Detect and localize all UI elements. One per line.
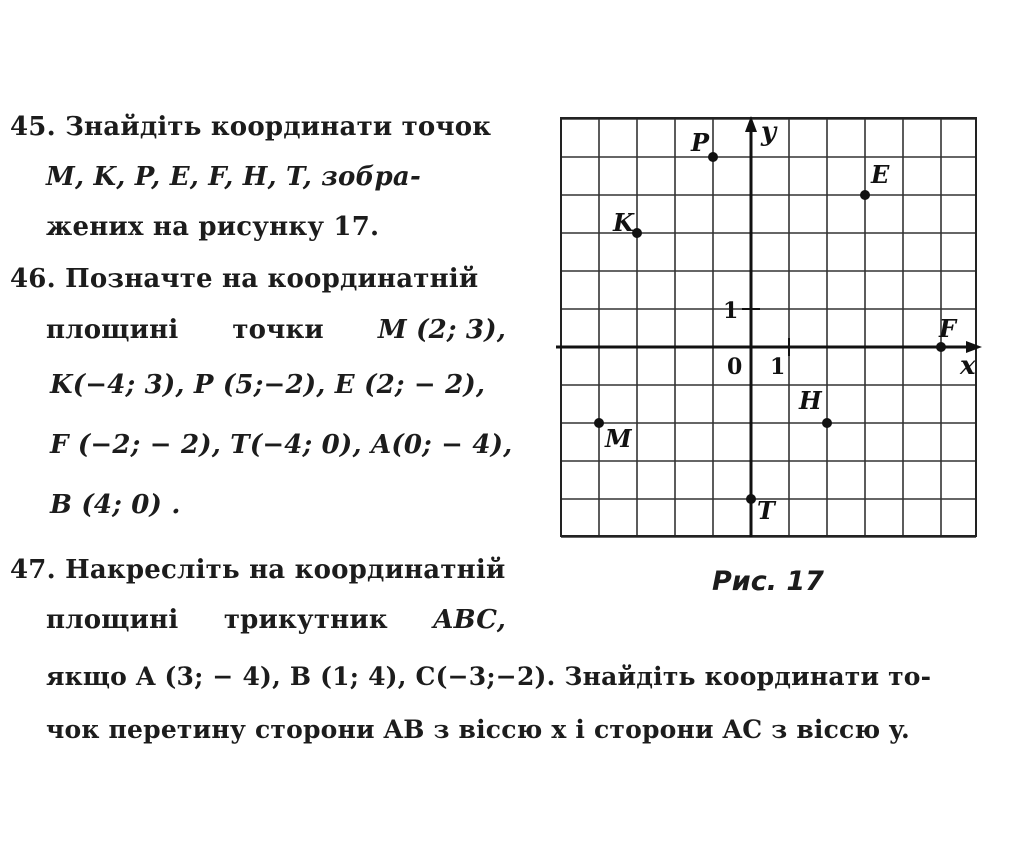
ex47-text-2a: площині [46,605,179,635]
y-unit-label: 1 [723,298,739,324]
coordinate-grid [556,112,988,542]
figure-caption: Рис. 17 [712,566,824,597]
y-axis-label: y [761,117,777,147]
ex46-line1 [10,264,478,294]
point-p [708,152,718,162]
grid-border [561,118,976,536]
point-h [822,418,832,428]
point-label-k: K [613,208,634,237]
ex47-line2 [46,605,506,635]
point-label-p: P [691,128,710,157]
point-label-h: H [799,386,822,415]
point-label-f: F [939,314,957,343]
point-e [860,190,870,200]
origin-label: 0 [727,354,743,380]
ex46-line3: K(−4; 3), P (5;−2), E (2; − 2), [50,370,486,400]
ex47-line3: якщо A (3; − 4), B (1; 4), C(−3;−2). Знайдіть координати то- [46,662,932,691]
ex45-number: 45. [10,112,56,142]
ex47-number: 47. [10,555,56,585]
point-m [594,418,604,428]
ex47-line4: чок перетину сторони AB з віссю x і сторони AC з віссю y. [46,715,910,744]
point-f [936,342,946,352]
ex46-line4: F (−2; − 2), T(−4; 0), A(0; − 4), [50,430,513,460]
ex46-text-2b: точки [232,315,324,345]
x-axis-label: x [960,351,976,381]
ex47-text-2b: трикутник [223,605,388,635]
grid-lines [561,118,976,537]
ex45-line2: M, K, P, E, F, H, T, зобра- [46,162,421,192]
point-t [746,494,756,504]
ex46-number: 46. [10,264,56,294]
ex46-line2 [46,315,506,345]
point-label-t: T [757,496,775,525]
ex45-text-1: Знайдіть координати точок [65,112,492,142]
ex46-line5: B (4; 0) . [50,490,181,520]
axes [556,116,982,537]
coordinate-figure [556,112,988,542]
ex47-text-2c: ABC, [433,605,506,635]
point-label-e: E [871,160,890,189]
ex47-text-1: Накресліть на координатній [65,555,506,585]
x-unit-label: 1 [770,354,786,380]
ex46-text-2c: M (2; 3), [377,315,506,345]
ex45-line1 [10,112,491,142]
point-label-m: M [605,424,632,453]
ex45-line3: жених на рисунку 17. [46,212,380,242]
ex46-text-2a: площині [46,315,179,345]
ex47-line1 [10,555,505,585]
ex46-text-1: Позначте на координатній [65,264,479,294]
